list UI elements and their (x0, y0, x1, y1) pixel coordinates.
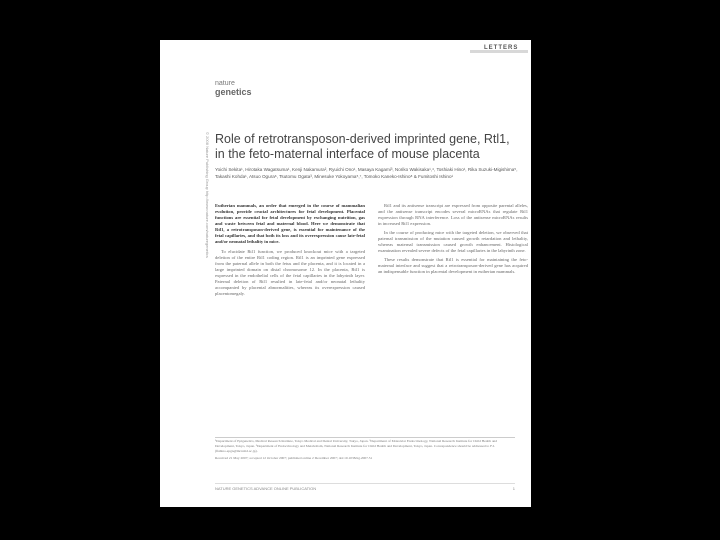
footer-journal: NATURE GENETICS ADVANCE ONLINE PUBLICATION (215, 486, 317, 491)
article-title: Role of retrotransposon-derived imprinted gene, Rtl1, in the feto-maternal interface of mouse placenta (215, 132, 510, 161)
affiliations: ¹Department of Epigenetics, Medical Research Institute, Tokyo Medical and Dental University, Tokyo, Japan. ²Department of Molecular Endocrinology, National Research Institute for Child Health and Development, Tokyo, Japan. ³Department of Endocrinology and Metabolism, National Research Institute for Child Health and Development, Tokyo, Japan. Correspondence should be addressed to F.I. (fishino.epgn@mri.tmd.ac.jp). (215, 439, 498, 453)
journal-logo-line1: nature (215, 80, 235, 87)
copyright-notice: © 2008 Nature Publishing Group http://www.nature.com/naturegenetics (205, 132, 210, 258)
journal-page (160, 40, 531, 507)
journal-logo-line2: genetics (215, 87, 252, 97)
abstract: Eutherian mammals, an order that emerged in the course of mammalian evolution, provide crucial architectures for fetal development. Placental functions are essential for fetal development by exchanging nutrition, gas and waste between fetal and maternal blood. Here we demonstrate that Rtl1, a retrotransposon-derived gene, is essential for maintenance of the fetal capillaries, and that both its loss and its overexpression cause late-fetal and/or neonatal lethality in mice. (215, 203, 365, 244)
right-column (378, 203, 528, 278)
page-number: 1 (512, 486, 515, 491)
footnote-rule (215, 437, 515, 438)
page-footer (215, 486, 515, 491)
article-history: Received 21 May 2007; accepted 12 October 2007; published online 2 December 2007; doi:10.1038/ng.2007.51 (215, 456, 373, 460)
footnotes (215, 439, 515, 461)
right-paragraph-1: Rtl1 and its antisense transcript are expressed from opposite parental alleles, and the antisense transcript encodes several microRNAs that regulate Rtl1 expression through RNA interference. Loss of the antisense microRNAs results in increased Rtl1 expression. (378, 203, 528, 226)
section-label: LETTERS (484, 45, 519, 51)
left-body-paragraph: To elucidate Rtl1 function, we produced knockout mice with a targeted deletion of the entire Rtl1 coding region. Rtl1 is an imprinted gene expressed from the paternal allele in both the fetus and the placenta, and it is located in a large imprinted domain on distal chromosome 12. In the placenta, Rtl1 is expressed in the endothelial cells of the fetal capillaries in the labyrinth layer. Paternal deletion of Rtl1 resulted in late-fetal and/or neonatal lethality accompanied by placental abnormalities, whereas its overexpression caused placentomegaly. (215, 249, 365, 296)
right-paragraph-2: In the course of producing mice with the targeted deletion, we observed that paternal transmission of the mutation caused growth retardation and lethality, whereas maternal transmission caused growth enhancement. Histological examination revealed severe defects of the fetal capillaries in the labyrinth zone. (378, 230, 528, 253)
author-list: Yoichi Sekita¹, Hirotaka Wagatsuma¹, Kenji Nakamura², Ryuichi Ono¹, Masaya Kagami³, Noriko Wakisaka¹,⁴, Toshiaki Hino¹, Rika Suzuki-Migishima⁵, Takashi Kohda¹, Atsuo Ogura⁶, Tsutomu Ogata³, Minesuke Yokoyama⁵,⁷, Tomoko Kaneko-Ishino⁸ & Fumitoshi Ishino¹ (215, 167, 518, 179)
journal-logo (215, 80, 252, 96)
left-column (215, 203, 365, 300)
footer-rule (215, 483, 515, 484)
right-paragraph-3: These results demonstrate that Rtl1 is essential for maintaining the feto-maternal interface and suggest that a retrotransposon-derived gene has acquired an indispensable function in placental development in eutherian mammals. (378, 257, 528, 274)
